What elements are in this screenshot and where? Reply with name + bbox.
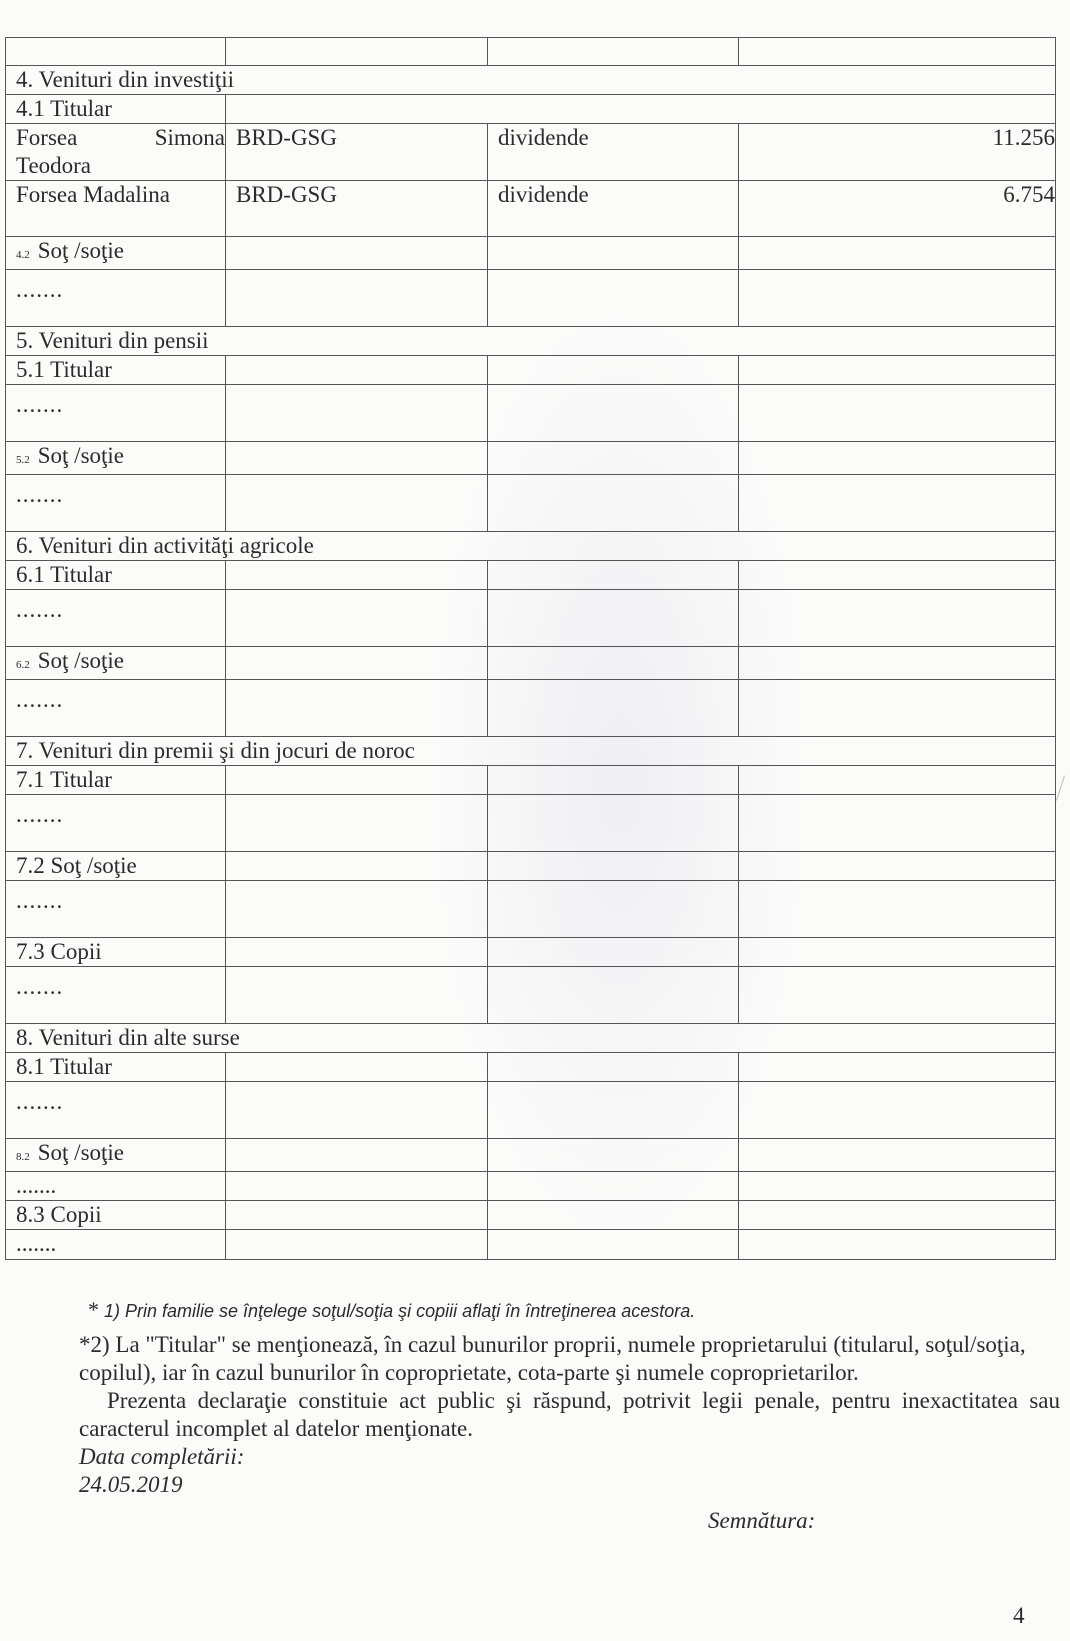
declaration-paragraph: Prezenta declaraţie constituie act public şi răspund, potrivit legii penale, pentru inexactitatea sau caracterul incomplet al datelor menţionate. bbox=[79, 1388, 1060, 1441]
table-row bbox=[6, 270, 1056, 327]
section-5-title: 5. Venituri din pensii bbox=[6, 327, 1056, 356]
section-7-title: 7. Venituri din premii şi din jocuri de noroc bbox=[6, 737, 1056, 766]
footnote-2: *2) La "Titular" se menţionează, în cazul bunurilor proprii, numele proprietarului (titularul, soţul/soţia, copilul), iar în cazul bunurilor în coproprietate, cota-parte şi numele coproprietarilor. bbox=[79, 1332, 1026, 1385]
placeholder-dots: ....... bbox=[16, 1173, 57, 1198]
section-8-header-row bbox=[6, 1024, 1056, 1053]
section-7-titular-row bbox=[6, 766, 1056, 795]
section-5-header-row bbox=[6, 327, 1056, 356]
section-5-spouse-row bbox=[6, 442, 1056, 475]
section-6-spouse-row bbox=[6, 647, 1056, 680]
income-name: Forsea Simona Teodora bbox=[6, 124, 226, 181]
spouse-label: Soţ /soţie bbox=[37, 648, 125, 673]
footnote-1-text: 1) Prin familie se înţelege soţul/soţia şi copiii aflaţi în întreţinerea acestora. bbox=[104, 1301, 696, 1321]
spouse-label: Soţ /soţie bbox=[37, 443, 125, 468]
section-6-title: 6. Venituri din activităţi agricole bbox=[6, 532, 1056, 561]
spouse-label: Soţ /soţie bbox=[37, 1140, 125, 1165]
section-7-copii: 7.3 Copii bbox=[6, 938, 226, 967]
section-8-copii-row bbox=[6, 1201, 1056, 1230]
section-5-titular-row bbox=[6, 356, 1056, 385]
placeholder-dots: ....... bbox=[16, 974, 64, 999]
date-value: 24.05.2019 bbox=[79, 1472, 183, 1497]
section-7-spouse: 7.2 Soţ /soţie bbox=[6, 852, 226, 881]
table-row bbox=[6, 1172, 1056, 1201]
section-8-spouse-row bbox=[6, 1139, 1056, 1172]
spouse-number: 4.2 bbox=[16, 249, 30, 261]
section-6-titular: 6.1 Titular bbox=[6, 561, 226, 590]
section-5-titular: 5.1 Titular bbox=[6, 356, 226, 385]
table-row bbox=[6, 1082, 1056, 1139]
placeholder-dots: ....... bbox=[16, 1089, 64, 1114]
section-4-spouse-row bbox=[6, 237, 1056, 270]
income-service: dividende bbox=[488, 181, 739, 237]
spouse-number: 6.2 bbox=[16, 659, 30, 671]
placeholder-dots: ....... bbox=[16, 482, 64, 507]
section-6-spouse bbox=[6, 647, 226, 680]
declaration-text bbox=[0, 1387, 1060, 1443]
section-4-titular-row bbox=[6, 95, 1056, 124]
income-amount: 11.256 bbox=[739, 124, 1056, 181]
placeholder-dots: ....... bbox=[16, 687, 64, 712]
income-source: BRD-GSG bbox=[226, 124, 488, 181]
signature-label: Semnătura: bbox=[708, 1508, 816, 1533]
section-7-header-row bbox=[6, 737, 1056, 766]
section-7-copii-row bbox=[6, 938, 1056, 967]
placeholder-dots: ....... bbox=[16, 392, 64, 417]
table-row bbox=[6, 795, 1056, 852]
table-row bbox=[6, 1230, 1056, 1260]
placeholder-dots: ....... bbox=[16, 802, 64, 827]
footnote-star: * bbox=[88, 1297, 99, 1322]
placeholder-dots: ....... bbox=[16, 1231, 57, 1256]
spouse-number: 5.2 bbox=[16, 454, 30, 466]
table-row bbox=[6, 590, 1056, 647]
section-8-copii: 8.3 Copii bbox=[6, 1201, 226, 1230]
section-6-titular-row bbox=[6, 561, 1056, 590]
table-row bbox=[6, 38, 1056, 66]
footnotes bbox=[0, 1296, 1060, 1499]
placeholder-dots: ....... bbox=[16, 277, 64, 302]
section-4-titular: 4.1 Titular bbox=[6, 95, 226, 124]
section-8-titular-row bbox=[6, 1053, 1056, 1082]
placeholder-dots: ....... bbox=[16, 888, 64, 913]
table-row bbox=[6, 967, 1056, 1024]
footnote-1 bbox=[0, 1296, 1060, 1325]
section-7-spouse-row bbox=[6, 852, 1056, 881]
section-4-header-row bbox=[6, 66, 1056, 95]
section-4-spouse bbox=[6, 237, 226, 270]
table-row bbox=[6, 124, 1056, 181]
spouse-label: Soţ /soţie bbox=[37, 238, 125, 263]
income-name: Forsea Madalina bbox=[6, 181, 226, 237]
section-5-spouse bbox=[6, 442, 226, 475]
table-row bbox=[6, 680, 1056, 737]
table-row bbox=[6, 475, 1056, 532]
table-row bbox=[6, 881, 1056, 938]
page-number: 4 bbox=[1013, 1603, 1025, 1628]
spouse-number: 8.2 bbox=[16, 1151, 30, 1163]
income-source: BRD-GSG bbox=[226, 181, 488, 237]
section-8-titular: 8.1 Titular bbox=[6, 1053, 226, 1082]
section-8-title: 8. Venituri din alte surse bbox=[6, 1024, 1056, 1053]
table-row bbox=[6, 181, 1056, 237]
income-table bbox=[5, 37, 1056, 1260]
income-amount: 6.754 bbox=[739, 181, 1056, 237]
placeholder-dots: ....... bbox=[16, 597, 64, 622]
table-row bbox=[6, 385, 1056, 442]
scan-mark bbox=[1056, 775, 1065, 800]
date-label: Data completării: bbox=[79, 1444, 245, 1469]
section-4-title: 4. Venituri din investiţii bbox=[6, 66, 1056, 95]
income-service: dividende bbox=[488, 124, 739, 181]
section-7-titular: 7.1 Titular bbox=[6, 766, 226, 795]
section-8-spouse bbox=[6, 1139, 226, 1172]
section-6-header-row bbox=[6, 532, 1056, 561]
